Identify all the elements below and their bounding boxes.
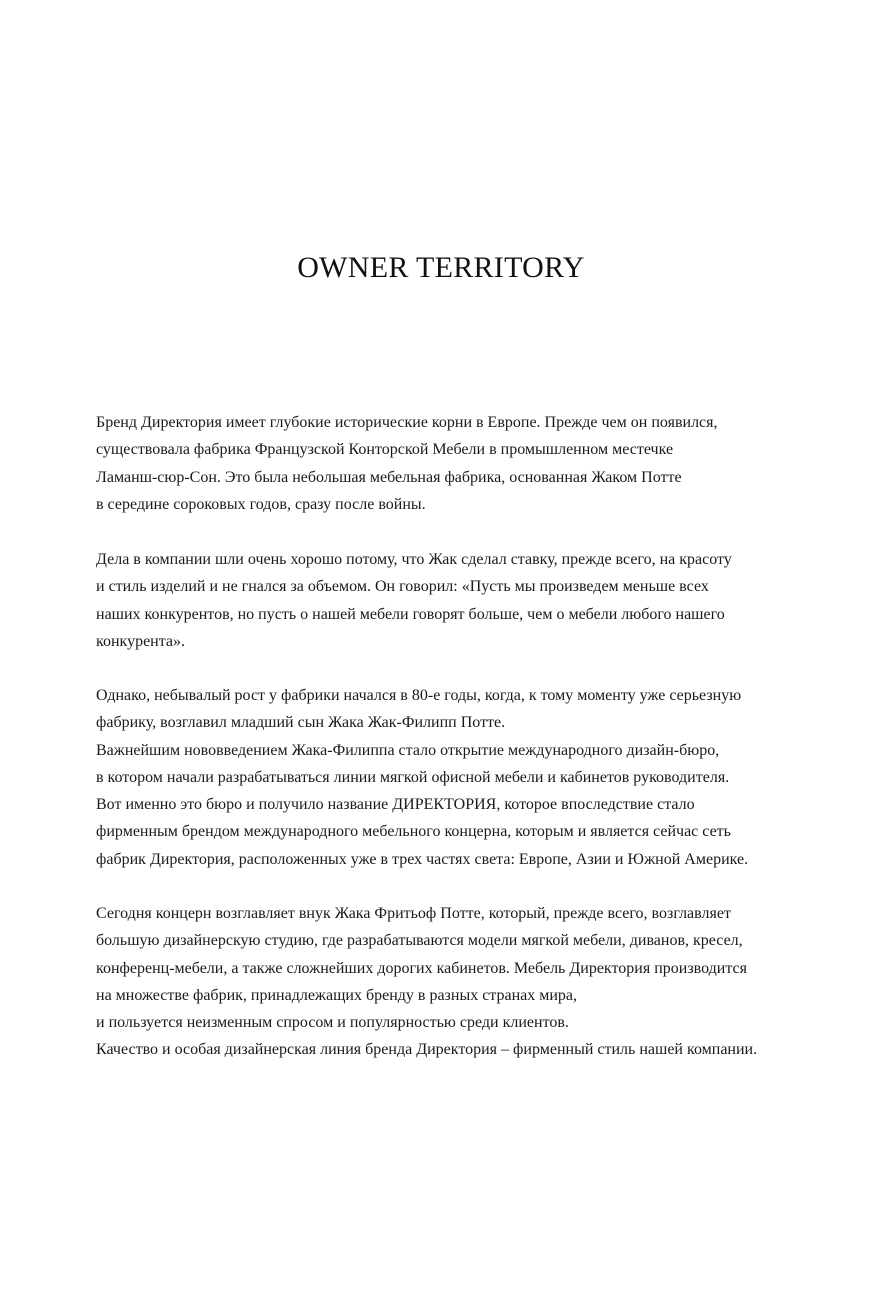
text-line: в середине сороковых годов, сразу после войны.	[96, 495, 426, 513]
text-line: Сегодня концерн возглавляет внук Жака Фритьоф Потте, который, прежде всего, возглавляет	[96, 905, 731, 922]
text-line: фабрику, возглавил младший сын Жака Жак-Филипп Потте.	[96, 714, 506, 732]
text-line: большую дизайнерскую студию, где разрабатываются модели мягкой мебели, диванов, кресел,	[96, 932, 743, 950]
text-line: конкурента».	[96, 632, 186, 650]
paragraph-today	[96, 900, 816, 1064]
text-line: и пользуется неизменным спросом и популярностью среди клиентов.	[96, 1014, 569, 1032]
paragraph-philosophy	[96, 546, 816, 655]
text-line: Качество и особая дизайнерская линия бренда Директория – фирменный стиль нашей компании.	[96, 1041, 758, 1059]
text-line: Бренд Директория имеет глубокие исторические корни в Европе. Прежде чем он появился,	[96, 414, 718, 431]
text-line: в котором начали разрабатываться линии мягкой офисной мебели и кабинетов руководителя.	[96, 768, 730, 786]
text-line: и стиль изделий и не гнался за объемом. Он говорил: «Пусть мы произведем меньше всех	[96, 578, 709, 596]
text-line: Ламанш-сюр-Сон. Это была небольшая мебельная фабрика, основанная Жаком Потте	[96, 468, 682, 486]
text-line: Дела в компании шли очень хорошо потому, что Жак сделал ставку, прежде всего, на красоту	[96, 551, 732, 568]
text-line: существовала фабрика Французской Конторской Мебели в промышленном местечке	[96, 441, 674, 459]
page-title: OWNER TERRITORY	[297, 251, 585, 284]
text-line: Важнейшим нововведением Жака-Филиппа стало открытие международного дизайн-бюро,	[96, 741, 720, 759]
text-line: наших конкурентов, но пусть о нашей мебели говорят больше, чем о мебели любого нашего	[96, 605, 725, 623]
paragraph-history	[96, 409, 816, 518]
text-line: на множестве фабрик, принадлежащих бренду в разных странах мира,	[96, 986, 578, 1004]
text-line: фабрик Директория, расположенных уже в трех частях света: Европе, Азии и Южной Америке.	[96, 850, 749, 868]
text-line: конференц-мебели, а также сложнейших дорогих кабинетов. Мебель Директория производится	[96, 959, 747, 977]
text-line: Однако, небывалый рост у фабрики начался в 80-е годы, когда, к тому моменту уже серьезную	[96, 687, 742, 704]
text-line: Вот именно это бюро и получило название ДИРЕКТОРИЯ, которое впоследствие стало	[96, 796, 695, 814]
paragraph-growth	[96, 682, 816, 873]
text-line: фирменным брендом международного мебельного концерна, которым и является сейчас сеть	[96, 823, 731, 841]
